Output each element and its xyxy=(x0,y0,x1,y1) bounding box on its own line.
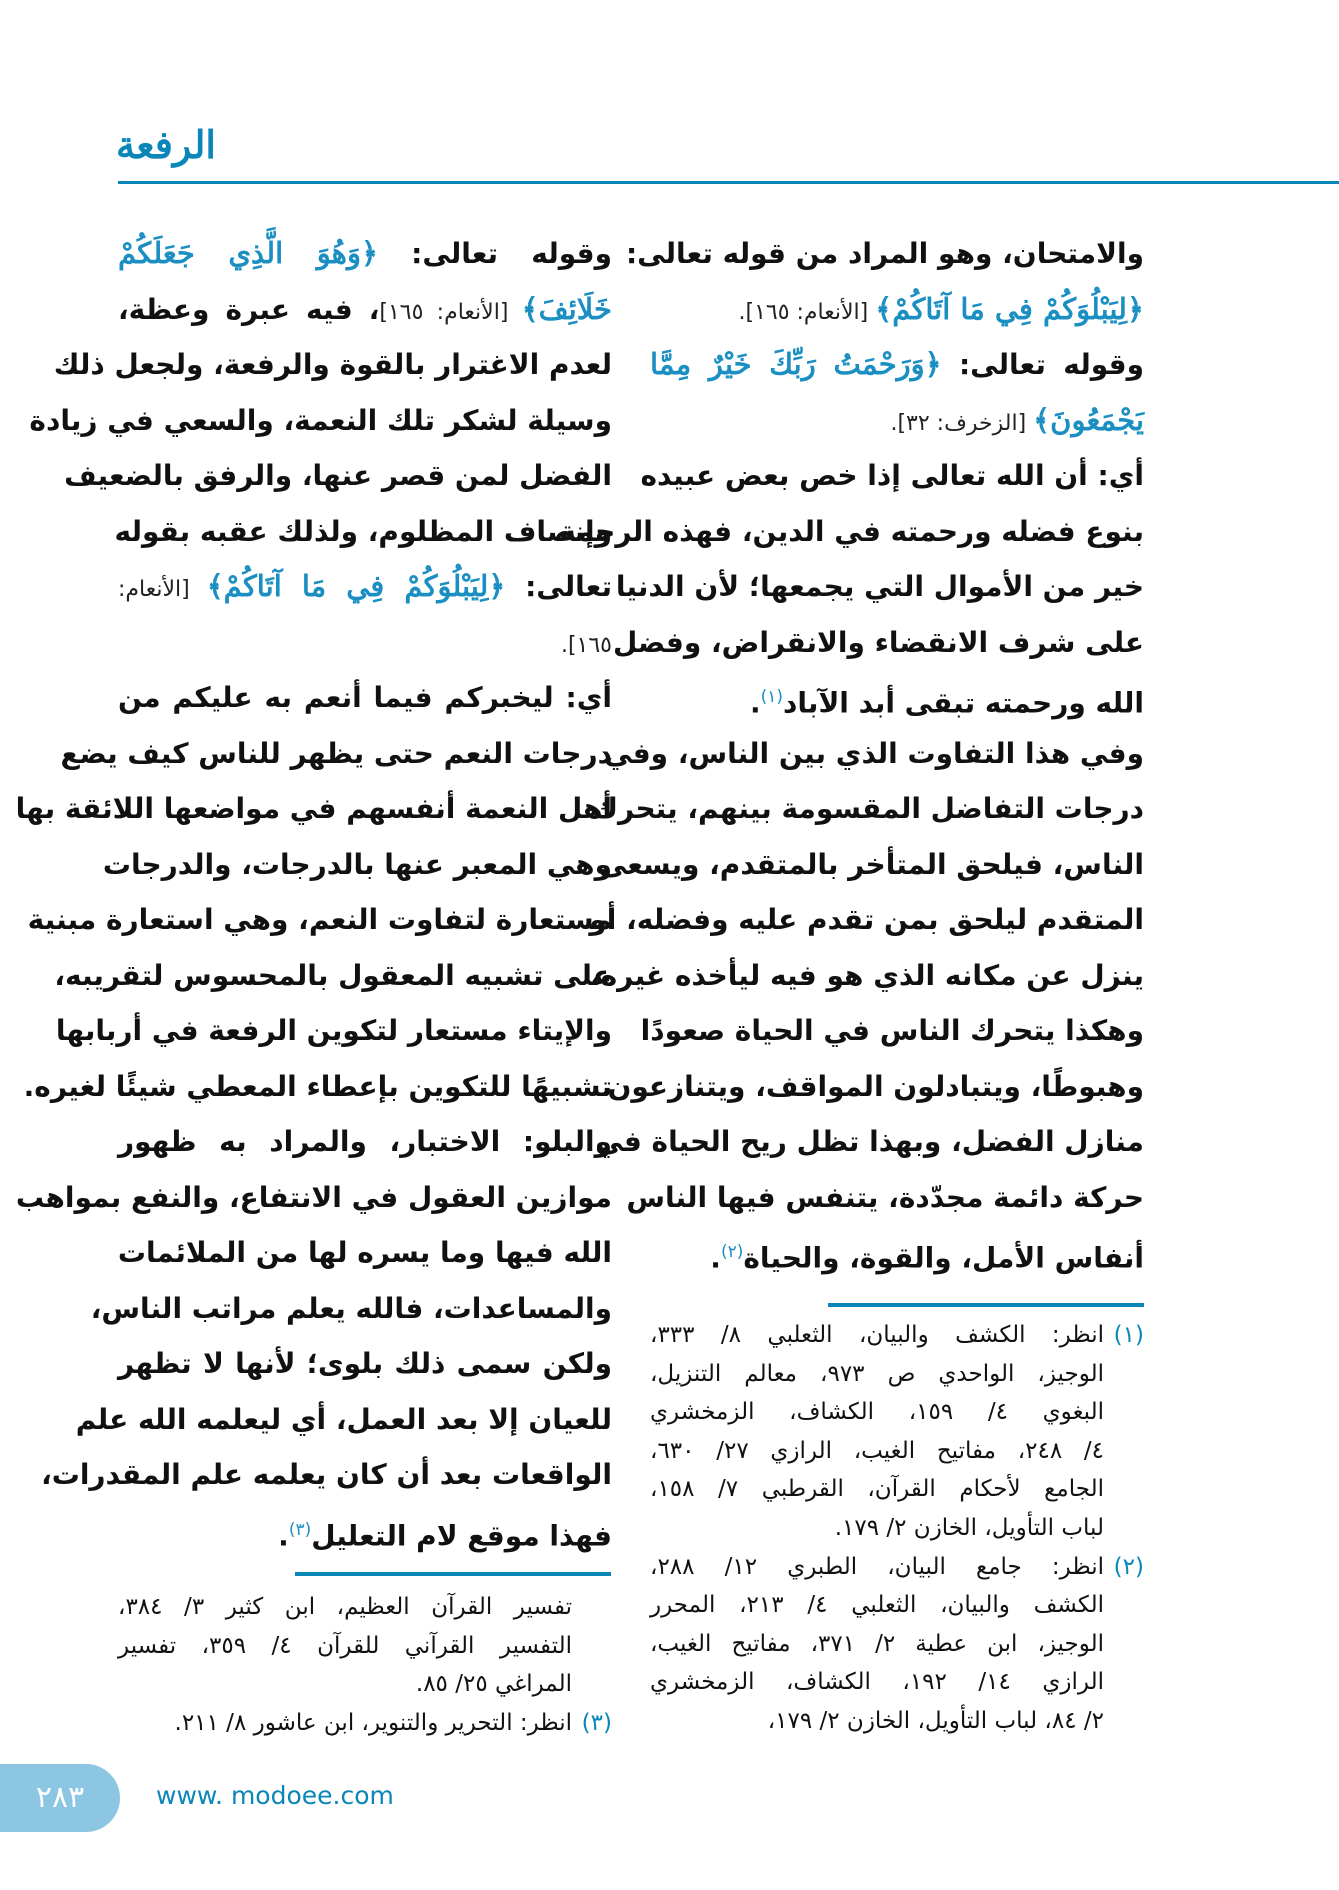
body-text: وهبوطًا، ويتبادلون المواقف، ويتنازعون xyxy=(607,1069,1144,1103)
body-text: حركة دائمة مجدّدة، يتنفس فيها الناس xyxy=(626,1180,1144,1214)
footnote-number: (١) xyxy=(1113,1322,1144,1348)
text-line xyxy=(640,1003,1144,1059)
text-line xyxy=(15,781,612,837)
verse-reference: [الأنعام: ١٦٥] xyxy=(379,299,522,325)
footnote-line: الوجيز، ابن عطية ٢/ ٣٧١، مفاتيح الغيب، xyxy=(650,1630,1104,1657)
body-text: منازل الفضل، وبهذا تظل ريح الحياة في xyxy=(595,1125,1144,1158)
text-line xyxy=(640,448,1144,504)
text-line xyxy=(55,1003,612,1059)
text-line xyxy=(607,1059,1144,1115)
body-text: الواقعات بعد أن كان يعلمه علم المقدرات، xyxy=(41,1458,612,1491)
text-line xyxy=(625,226,1144,282)
text-line xyxy=(27,892,612,948)
text-line xyxy=(595,1114,1144,1170)
footnote-line: تفسير القرآن العظيم، ابن كثير ٣/ ٣٨٤، xyxy=(118,1594,572,1620)
body-text: خير من الأموال التي يجمعها؛ لأن الدنيا xyxy=(615,570,1144,603)
text-line xyxy=(118,1503,612,1559)
text-line xyxy=(615,559,1144,615)
quran-verse: يَجْمَعُونَ﴾ xyxy=(1033,402,1144,437)
verse-reference: [الأنعام: xyxy=(118,577,207,602)
page-number: ٢٨٣ xyxy=(0,1764,120,1832)
text-line xyxy=(114,504,612,560)
body-text: درجات النعم حتى يظهر للناس كيف يضع xyxy=(60,736,612,770)
footnote-marker: (٣) xyxy=(288,1519,312,1540)
text-line xyxy=(23,1059,612,1115)
body-text: الفضل لمن قصر عنها، والرفق بالضعيف xyxy=(64,459,612,492)
quran-verse: خَلَائِفَ﴾ xyxy=(521,291,612,326)
header-rule xyxy=(118,181,1339,184)
text-line xyxy=(75,1392,612,1448)
body-text: بنوع فضله ورحمته في الدين، فهذه الرحمة xyxy=(559,514,1144,548)
footnote-line: الرازي ١٤/ ١٩٢، الكشاف، الزمخشري xyxy=(650,1669,1105,1696)
verse-reference: ١٦٥]. xyxy=(560,632,612,658)
text-line xyxy=(589,892,1144,948)
footnote xyxy=(650,1548,1144,1741)
body-text: وهي المعبر عنها بالدرجات، والدرجات xyxy=(102,847,612,881)
quran-verse: ﴿وَهُوَ الَّذِي جَعَلَكُمْ xyxy=(118,236,378,270)
body-text: درجات التفاضل المقسومة بينهم، يتحرك xyxy=(592,792,1144,825)
body-text: وفي هذا التفاوت الذي بين الناس، وفي xyxy=(604,736,1144,770)
text-line xyxy=(598,837,1144,893)
body-text: وقوله تعالى: xyxy=(941,348,1144,381)
body-text: تشبيهًا للتكوين بإعطاء المعطي شيئًا لغيره. xyxy=(23,1069,612,1103)
body-text: وقوله تعالى: xyxy=(377,237,612,270)
footnote-line: التفسير القرآني للقرآن ٤/ ٣٥٩، تفسير xyxy=(118,1632,572,1659)
chapter-title: الرفعة xyxy=(116,122,216,167)
website-link[interactable]: www. modoee.com xyxy=(156,1781,394,1810)
body-text: . xyxy=(278,1518,289,1552)
quran-verse: ﴿لِيَبْلُوَكُمْ فِي مَا آتَاكُمْ﴾ xyxy=(206,569,506,603)
body-text: وهكذا يتحرك الناس في الحياة صعودًا xyxy=(640,1014,1144,1047)
quran-verse: ﴿لِيَبْلُوَكُمْ فِي مَا آتَاكُمْ﴾ xyxy=(875,291,1144,326)
text-line xyxy=(626,1170,1144,1226)
body-text: . xyxy=(749,686,761,720)
text-line xyxy=(118,1336,612,1392)
footnote xyxy=(650,1316,1144,1548)
text-line xyxy=(118,615,612,671)
quran-verse: ﴿وَرَحْمَتُ رَبِّكَ خَيْرٌ مِمَّا xyxy=(650,347,942,381)
body-text: أي: ليخبركم فيما أنعم به عليكم من xyxy=(118,681,612,714)
text-line xyxy=(118,1225,612,1281)
footnote-line: انظر: جامع البيان، الطبري ١٢/ ٢٨٨، xyxy=(650,1553,1104,1580)
footnotes-right xyxy=(650,1316,1144,1741)
body-text: على شرف الانقضاء والانقراض، وفضل xyxy=(612,625,1144,659)
text-line xyxy=(650,393,1144,449)
body-text: ، فيه عبرة وعظة، xyxy=(118,292,380,326)
body-text: ينزل عن مكانه الذي هو فيه ليأخذه غيره، xyxy=(590,958,1144,992)
text-line xyxy=(592,781,1144,837)
footnotes-left xyxy=(118,1588,612,1742)
text-line xyxy=(650,337,1144,393)
body-text: أهل النعمة أنفسهم في مواضعها اللائقة بها xyxy=(15,792,612,825)
footnote-line: انظر: التحرير والتنوير، ابن عاشور ٨/ ٢١١. xyxy=(174,1709,572,1736)
footnote-line: الكشف والبيان، الثعلبي ٤/ ٢١٣، المحرر xyxy=(650,1592,1105,1619)
text-line xyxy=(650,1225,1144,1281)
footnote-number: (٣) xyxy=(581,1709,612,1736)
footnote-marker: (٢) xyxy=(720,1242,744,1262)
text-line xyxy=(29,393,612,449)
footnote-line: ٤/ ٢٤٨، مفاتيح الغيب، الرازي ٢٧/ ٦٣٠، xyxy=(650,1437,1105,1464)
text-line xyxy=(15,1170,612,1226)
body-text: أنفاس الأمل، والقوة، والحياة xyxy=(743,1241,1144,1275)
text-line xyxy=(118,226,612,282)
body-text: فهذا موقع لام التعليل xyxy=(311,1518,612,1552)
text-line xyxy=(64,448,612,504)
footnote-rule-left xyxy=(295,1572,611,1576)
text-line xyxy=(612,615,1144,671)
body-text: والامتحان، وهو المراد من قوله تعالى: xyxy=(625,237,1144,270)
footnote-line: ٢/ ٨٤، لباب التأويل، الخازن ٢/ ١٧٩، xyxy=(767,1707,1104,1734)
text-line xyxy=(54,948,612,1004)
body-text: والبلو: الاختبار، والمراد به ظهور xyxy=(118,1125,612,1158)
text-line xyxy=(118,670,612,726)
text-line xyxy=(102,837,612,893)
body-text: أي: أن الله تعالى إذا خص بعض عبيده xyxy=(640,459,1144,492)
text-line xyxy=(590,948,1144,1004)
footnote-line: الوجيز، الواحدي ص ٩٧٣، معالم التنزيل، xyxy=(650,1360,1104,1387)
footnote-number: (٢) xyxy=(1113,1553,1144,1580)
body-text: ولكن سمى ذلك بلوى؛ لأنها لا تظهر xyxy=(118,1347,612,1380)
text-line xyxy=(118,1114,612,1170)
footnote xyxy=(118,1588,612,1704)
body-text: الناس، فيلحق المتأخر بالمتقدم، ويسعى xyxy=(598,847,1144,881)
text-line xyxy=(604,726,1144,782)
text-line xyxy=(118,559,612,615)
footnote-line: لباب التأويل، الخازن ٢/ ١٧٩. xyxy=(834,1514,1104,1541)
body-text: وسيلة لشكر تلك النعمة، والسعي في زيادة xyxy=(29,403,612,437)
footnote xyxy=(118,1704,612,1743)
body-text: الله فيها وما يسره لها من الملائمات xyxy=(117,1236,612,1269)
left-column xyxy=(15,226,612,1558)
body-text: تعالى: xyxy=(505,570,612,603)
body-text: وإنصاف المظلوم، ولذلك عقبه بقوله xyxy=(114,514,612,548)
footnote-rule-right xyxy=(828,1303,1144,1307)
footnote-marker: (١) xyxy=(760,687,784,707)
text-line xyxy=(60,726,612,782)
footnote-line: الجامع لأحكام القرآن، القرطبي ٧/ ١٥٨، xyxy=(650,1476,1104,1503)
text-line xyxy=(559,504,1144,560)
text-line xyxy=(90,1281,612,1337)
verse-reference: [الزخرف: ٣٢]. xyxy=(890,410,1034,436)
text-line xyxy=(650,282,1144,338)
body-text: والإيتاء مستعار لتكوين الرفعة في أربابها xyxy=(55,1014,612,1047)
verse-reference: [الأنعام: ١٦٥]. xyxy=(738,299,876,325)
text-line xyxy=(53,337,612,393)
footnote-line: البغوي ٤/ ١٥٩، الكشاف، الزمخشري xyxy=(650,1399,1104,1426)
body-text: على تشبيه المعقول بالمحسوس لتقريبه، xyxy=(54,958,612,992)
body-text: . xyxy=(710,1241,721,1275)
body-text: موازين العقول في الانتفاع، والنفع بمواهب xyxy=(15,1180,612,1214)
text-line xyxy=(118,282,612,338)
body-text: لعدم الاغترار بالقوة والرفعة، ولجعل ذلك xyxy=(53,348,612,381)
body-text: المتقدم ليلحق بمن تقدم عليه وفضله، أو xyxy=(589,903,1144,936)
footnote-line: انظر: الكشف والبيان، الثعلبي ٨/ ٣٣٣، xyxy=(650,1322,1105,1348)
text-line xyxy=(650,670,1144,726)
text-line xyxy=(41,1447,612,1503)
body-text: والمساعدات، فالله يعلم مراتب الناس، xyxy=(90,1291,612,1325)
body-text: الله ورحمته تبقى أبد الآباد xyxy=(783,686,1144,720)
footnote-line: المراغي ٢٥/ ٨٥. xyxy=(415,1671,572,1698)
body-text: مستعارة لتفاوت النعم، وهي استعارة مبنية xyxy=(27,903,612,936)
body-text: للعيان إلا بعد العمل، أي ليعلمه الله علم xyxy=(75,1402,612,1436)
